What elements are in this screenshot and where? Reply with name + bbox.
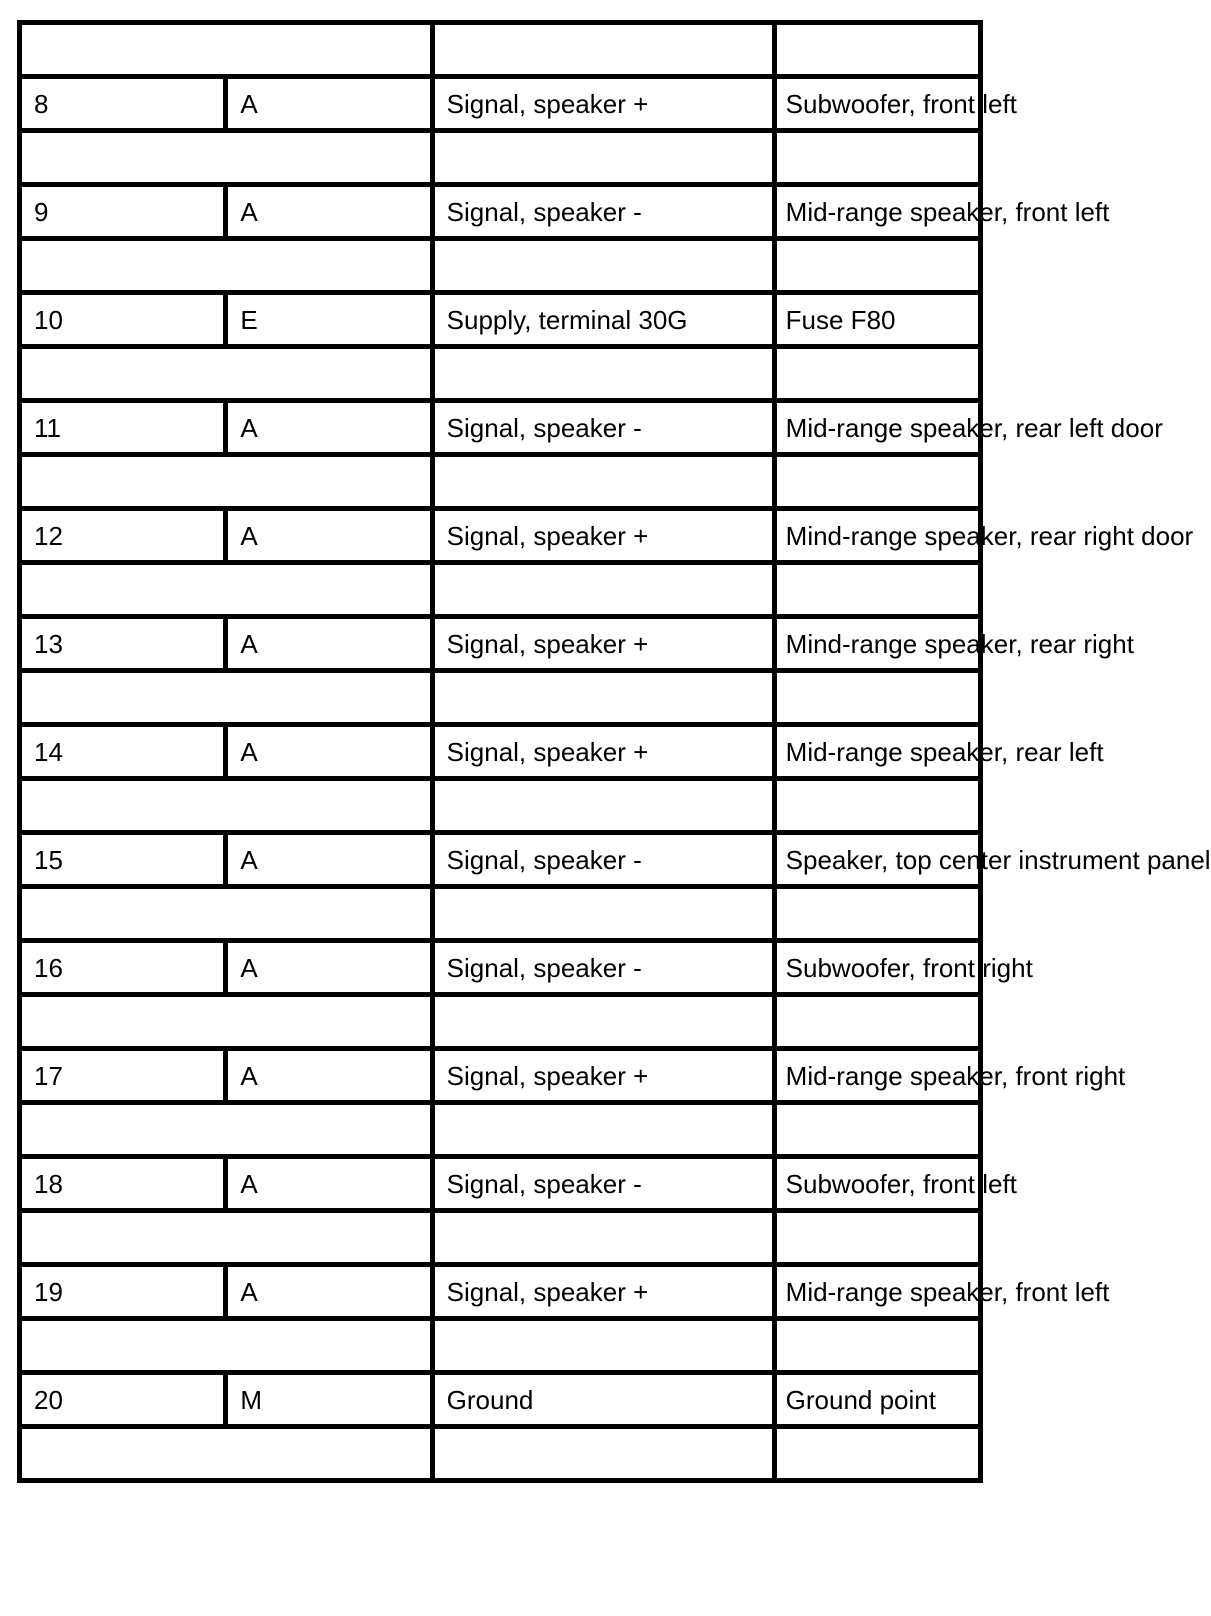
signal-cell: Signal, speaker - xyxy=(432,941,774,995)
spacer-cell-destination xyxy=(774,995,980,1049)
table-row xyxy=(20,1265,981,1319)
signal-cell: Signal, speaker + xyxy=(432,1049,774,1103)
spacer-row xyxy=(20,1427,981,1481)
spacer-row xyxy=(20,347,981,401)
spacer-cell-pin xyxy=(20,887,433,941)
spacer-cell-signal xyxy=(432,887,774,941)
pin-number-cell: 15 xyxy=(20,833,226,887)
signal-cell: Signal, speaker + xyxy=(432,617,774,671)
destination-cell: Mid-range speaker, front left xyxy=(774,1265,980,1319)
signal-cell: Signal, speaker + xyxy=(432,1265,774,1319)
spacer-cell-signal xyxy=(432,779,774,833)
spacer-cell-signal xyxy=(432,671,774,725)
signal-cell: Signal, speaker - xyxy=(432,401,774,455)
spacer-row xyxy=(20,1211,981,1265)
pin-type-cell: A xyxy=(226,941,432,995)
pin-type-cell: A xyxy=(226,617,432,671)
pin-type-cell: A xyxy=(226,1049,432,1103)
pin-type-cell: A xyxy=(226,1157,432,1211)
spacer-row xyxy=(20,455,981,509)
spacer-cell-pin xyxy=(20,995,433,1049)
spacer-cell-destination xyxy=(774,671,980,725)
pin-number-cell: 14 xyxy=(20,725,226,779)
spacer-cell-destination xyxy=(774,239,980,293)
spacer-cell-destination xyxy=(774,347,980,401)
destination-cell: Fuse F80 xyxy=(774,293,980,347)
table-row xyxy=(20,1373,981,1427)
spacer-cell-signal xyxy=(432,1211,774,1265)
spacer-row xyxy=(20,779,981,833)
destination-cell: Mind-range speaker, rear right xyxy=(774,617,980,671)
spacer-cell-destination xyxy=(774,1319,980,1373)
spacer-cell-destination xyxy=(774,563,980,617)
pin-type-cell: A xyxy=(226,185,432,239)
spacer-cell-signal xyxy=(432,455,774,509)
spacer-cell-destination xyxy=(774,1427,980,1481)
spacer-cell-signal xyxy=(432,1427,774,1481)
spacer-row xyxy=(20,131,981,185)
spacer-row xyxy=(20,887,981,941)
pin-number-cell: 10 xyxy=(20,293,226,347)
spacer-cell-pin xyxy=(20,1319,433,1373)
spacer-cell-destination xyxy=(774,1211,980,1265)
pin-type-cell: A xyxy=(226,77,432,131)
spacer-row xyxy=(20,671,981,725)
destination-cell: Mid-range speaker, front right xyxy=(774,1049,980,1103)
spacer-cell-signal xyxy=(432,347,774,401)
pin-number-cell: 18 xyxy=(20,1157,226,1211)
spacer-cell-destination xyxy=(774,23,980,77)
spacer-cell-pin xyxy=(20,563,433,617)
spacer-cell-signal xyxy=(432,563,774,617)
pin-type-cell: A xyxy=(226,509,432,563)
spacer-cell-pin xyxy=(20,239,433,293)
pin-type-cell: A xyxy=(226,401,432,455)
pin-type-cell: M xyxy=(226,1373,432,1427)
table-row xyxy=(20,941,981,995)
destination-cell: Subwoofer, front right xyxy=(774,941,980,995)
pin-type-cell: A xyxy=(226,1265,432,1319)
pin-number-cell: 12 xyxy=(20,509,226,563)
spacer-row xyxy=(20,1103,981,1157)
pin-number-cell: 11 xyxy=(20,401,226,455)
pin-number-cell: 16 xyxy=(20,941,226,995)
spacer-cell-destination xyxy=(774,887,980,941)
destination-cell: Subwoofer, front left xyxy=(774,1157,980,1211)
table-row xyxy=(20,725,981,779)
spacer-cell-signal xyxy=(432,239,774,293)
spacer-cell-pin xyxy=(20,131,433,185)
spacer-cell-pin xyxy=(20,347,433,401)
signal-cell: Signal, speaker - xyxy=(432,185,774,239)
spacer-cell-signal xyxy=(432,1103,774,1157)
spacer-cell-pin xyxy=(20,1103,433,1157)
table-row xyxy=(20,401,981,455)
table-row xyxy=(20,1049,981,1103)
table-row xyxy=(20,185,981,239)
signal-cell: Ground xyxy=(432,1373,774,1427)
pin-number-cell: 20 xyxy=(20,1373,226,1427)
table-row xyxy=(20,509,981,563)
destination-cell: Mid-range speaker, front left xyxy=(774,185,980,239)
spacer-cell-destination xyxy=(774,131,980,185)
destination-cell: Subwoofer, front left xyxy=(774,77,980,131)
destination-cell: Mind-range speaker, rear right door xyxy=(774,509,980,563)
spacer-cell-pin xyxy=(20,671,433,725)
destination-cell: Mid-range speaker, rear left door xyxy=(774,401,980,455)
pin-assignment-table xyxy=(17,20,1211,1483)
spacer-row xyxy=(20,563,981,617)
pin-number-cell: 8 xyxy=(20,77,226,131)
signal-cell: Signal, speaker + xyxy=(432,725,774,779)
table-row xyxy=(20,833,981,887)
spacer-cell-signal xyxy=(432,1319,774,1373)
spacer-cell-signal xyxy=(432,23,774,77)
pin-type-cell: A xyxy=(226,725,432,779)
destination-cell: Ground point xyxy=(774,1373,980,1427)
pin-number-cell: 19 xyxy=(20,1265,226,1319)
pin-number-cell: 17 xyxy=(20,1049,226,1103)
spacer-cell-destination xyxy=(774,779,980,833)
table-body xyxy=(20,23,1211,1481)
spacer-row xyxy=(20,239,981,293)
table-row xyxy=(20,293,981,347)
spacer-row xyxy=(20,1319,981,1373)
signal-cell: Signal, speaker + xyxy=(432,509,774,563)
spacer-cell-pin xyxy=(20,455,433,509)
destination-cell: Mid-range speaker, rear left xyxy=(774,725,980,779)
signal-cell: Signal, speaker - xyxy=(432,833,774,887)
destination-cell: Speaker, top center instrument panel xyxy=(774,833,980,887)
spacer-cell-pin xyxy=(20,1427,433,1481)
table-row xyxy=(20,617,981,671)
signal-cell: Signal, speaker + xyxy=(432,77,774,131)
table-row xyxy=(20,77,981,131)
pin-number-cell: 9 xyxy=(20,185,226,239)
spacer-cell-signal xyxy=(432,131,774,185)
spacer-cell-pin xyxy=(20,1211,433,1265)
spacer-cell-pin xyxy=(20,23,433,77)
spacer-cell-pin xyxy=(20,779,433,833)
spacer-cell-signal xyxy=(432,995,774,1049)
signal-cell: Supply, terminal 30G xyxy=(432,293,774,347)
pin-type-cell: E xyxy=(226,293,432,347)
signal-cell: Signal, speaker - xyxy=(432,1157,774,1211)
pin-type-cell: A xyxy=(226,833,432,887)
spacer-row xyxy=(20,995,981,1049)
pin-number-cell: 13 xyxy=(20,617,226,671)
table-row xyxy=(20,1157,981,1211)
spacer-row xyxy=(20,23,981,77)
spacer-cell-destination xyxy=(774,455,980,509)
spacer-cell-destination xyxy=(774,1103,980,1157)
